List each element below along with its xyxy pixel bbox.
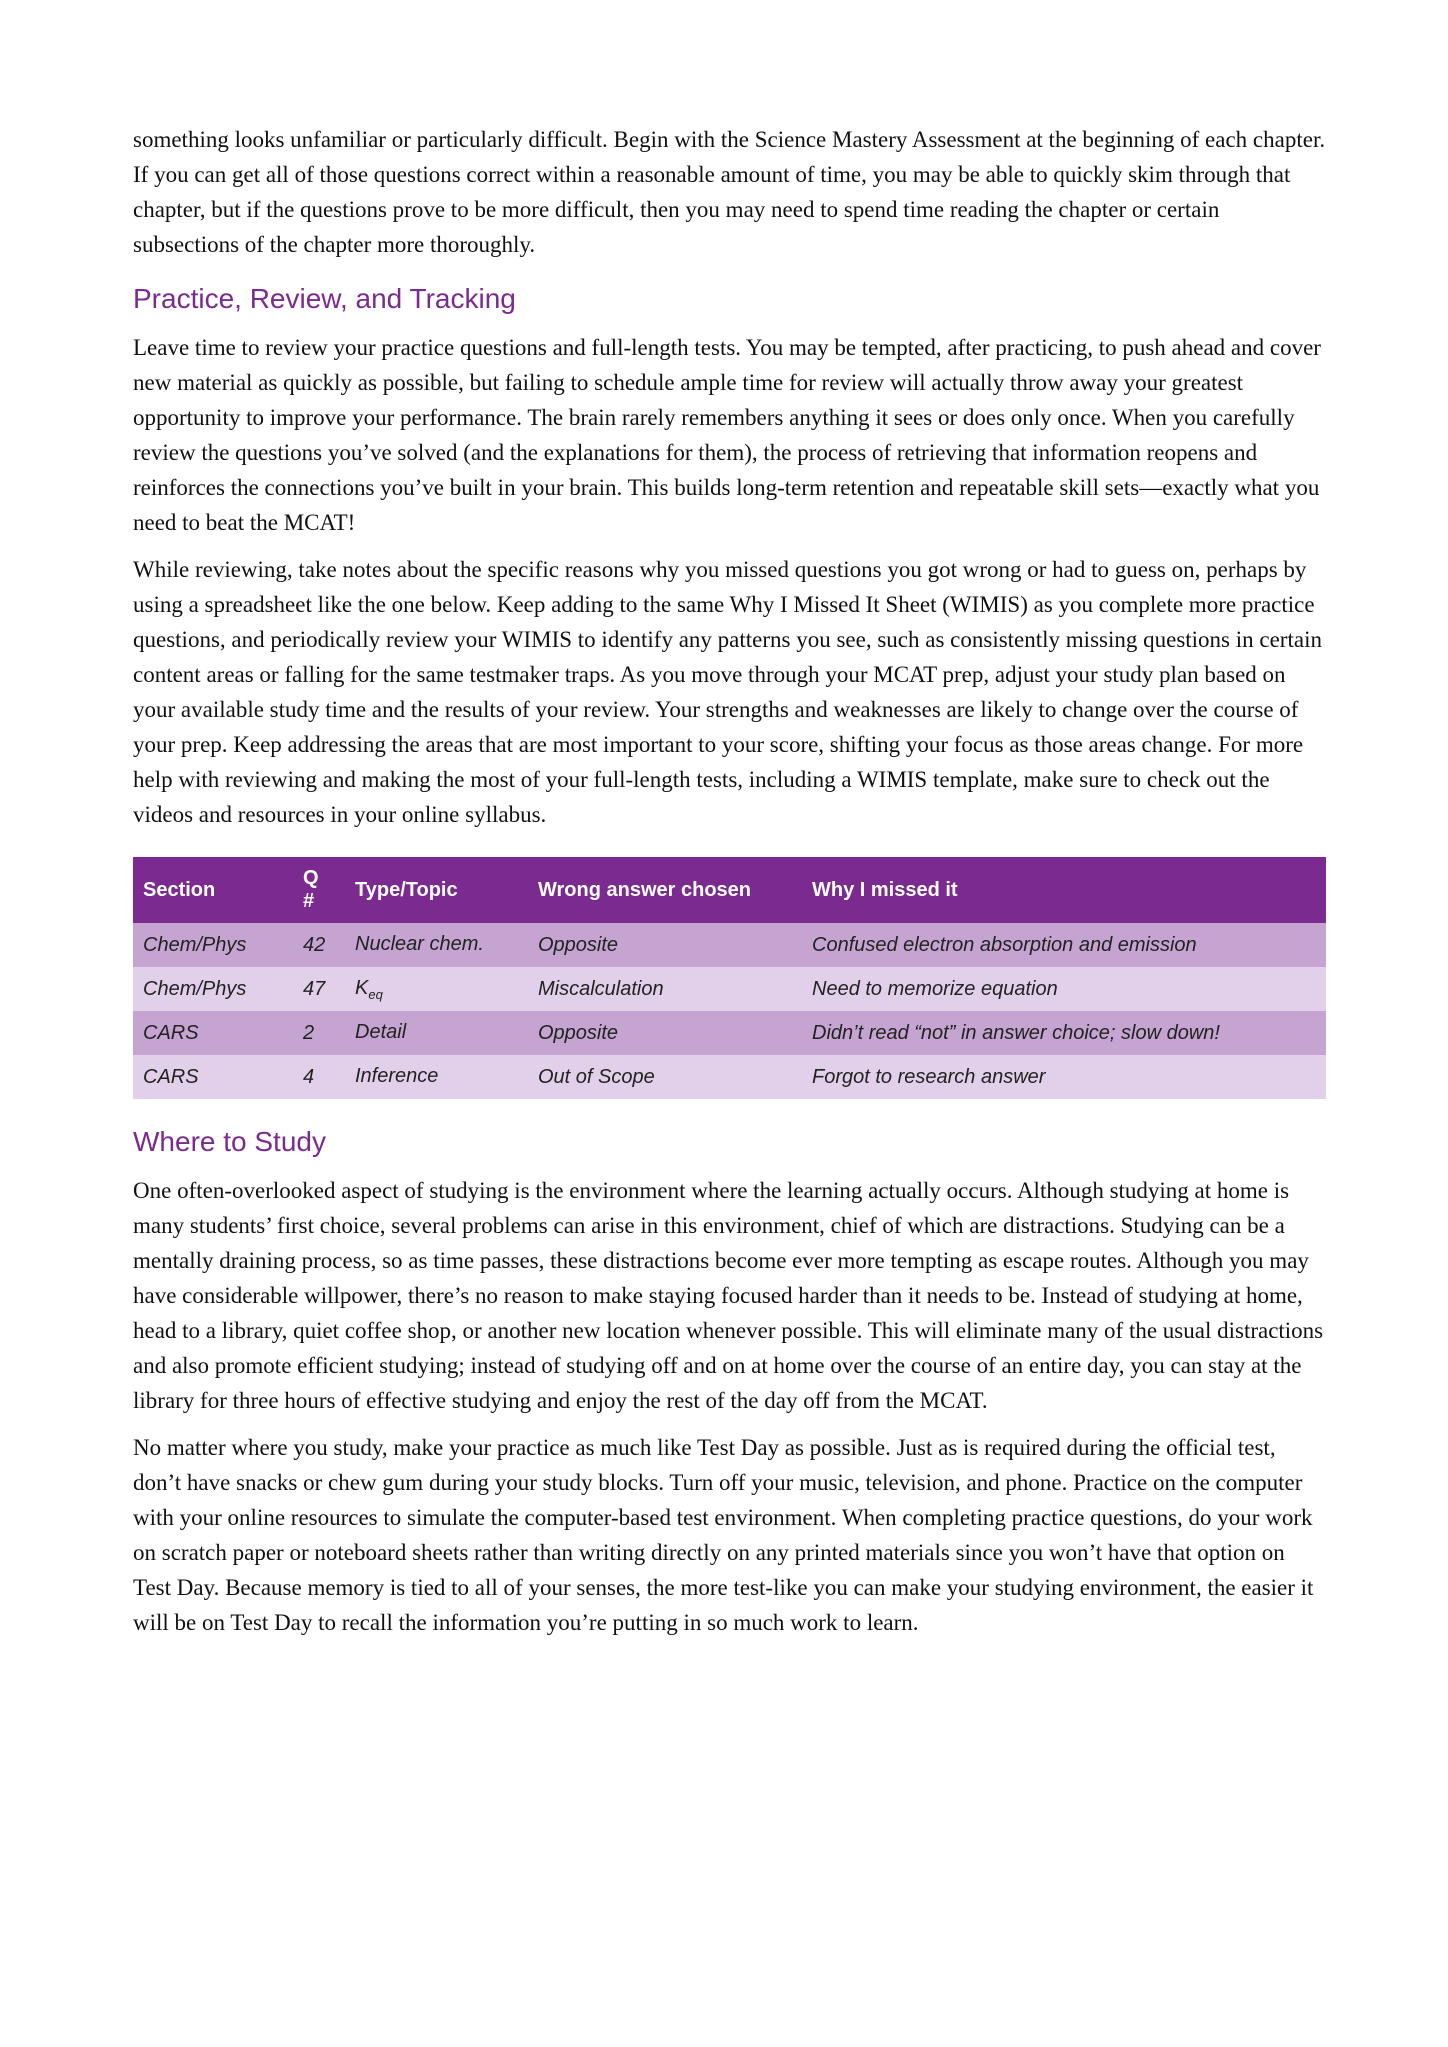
table-row bbox=[133, 1055, 1326, 1099]
column-header-why-missed: Why I missed it bbox=[802, 857, 1326, 923]
where-paragraph-2: No matter where you study, make your practice as much like Test Day as possible. Just as is required during the official test, don’t have snacks or chew gum during your study blocks. Turn off your music, television, and phone. Practice on the computer with your online resources to simulate the computer-based test environment. When completing practice questions, do your work on scratch paper or noteboard sheets rather than writing directly on any printed materials since you won’t have that option on Test Day. Because memory is tied to all of your senses, the more test-like you can make your studying environment, the easier it will be on Test Day to recall the information you’re putting in so much work to learn. bbox=[133, 1435, 1314, 1635]
cell-topic bbox=[345, 967, 528, 1011]
wimis-table bbox=[133, 857, 1326, 1099]
cell-topic bbox=[345, 1055, 528, 1099]
heading-practice-review-tracking: Practice, Review, and Tracking bbox=[133, 283, 516, 314]
column-header-q-number: Q # bbox=[293, 857, 345, 923]
topic-text: Inference bbox=[355, 1064, 439, 1087]
where-paragraph-1: One often-overlooked aspect of studying is the environment where the learning actually occurs. Although studying at home is many students’ first choice, several problems can arise in this environment, chief of which are distractions. Studying can be a mentally draining process, so as time passes, these distractions become ever more tempting as escape routes. Although you may have considerable willpower, there’s no reason to make staying focused harder than it needs to be. Instead of studying at home, head to a library, quiet coffee shop, or another new location whenever possible. This will eliminate many of the usual distractions and also promote efficient studying; instead of studying off and on at home over the course of an entire day, you can stay at the library for three hours of effective studying and enjoy the rest of the day off from the MCAT. bbox=[133, 1178, 1324, 1413]
page-content bbox=[133, 122, 1326, 1652]
table-row bbox=[133, 967, 1326, 1011]
cell-section: CARS bbox=[133, 1055, 293, 1099]
cell-wrong-answer: Out of Scope bbox=[528, 1055, 802, 1099]
intro-paragraph: something looks unfamiliar or particularly difficult. Begin with the Science Mastery Assessment at the beginning of each chapter. If you can get all of those questions correct within a reasonable amount of time, you may be able to quickly skim through that chapter, but if the questions prove to be more difficult, then you may need to spend time reading the chapter or certain subsections of the chapter more thoroughly. bbox=[133, 127, 1326, 257]
cell-q-number: 4 bbox=[293, 1055, 345, 1099]
cell-section: Chem/Phys bbox=[133, 923, 293, 967]
cell-topic bbox=[345, 923, 528, 967]
cell-why-missed: Didn’t read “not” in answer choice; slow down! bbox=[802, 1011, 1326, 1055]
cell-q-number: 47 bbox=[293, 967, 345, 1011]
cell-topic bbox=[345, 1011, 528, 1055]
cell-q-number: 2 bbox=[293, 1011, 345, 1055]
review-paragraph-2: While reviewing, take notes about the specific reasons why you missed questions you got wrong or had to guess on, perhaps by using a spreadsheet like the one below. Keep adding to the same Why I Missed It Sheet (WIMIS) as you complete more practice questions, and periodically review your WIMIS to identify any patterns you see, such as consistently missing questions in certain content areas or falling for the same testmaker traps. As you move through your MCAT prep, adjust your study plan based on your available study time and the results of your review. Your strengths and weaknesses are likely to change over the course of your prep. Keep addressing the areas that are most important to your score, shifting your focus as those areas change. For more help with reviewing and making the most of your full-length tests, including a WIMIS template, make sure to check out the videos and resources in your online syllabus. bbox=[133, 557, 1322, 827]
cell-q-number: 42 bbox=[293, 923, 345, 967]
cell-why-missed: Forgot to research answer bbox=[802, 1055, 1326, 1099]
cell-why-missed: Confused electron absorption and emission bbox=[802, 923, 1326, 967]
topic-text: K bbox=[355, 976, 369, 999]
cell-wrong-answer: Miscalculation bbox=[528, 967, 802, 1011]
cell-why-missed: Need to memorize equation bbox=[802, 967, 1326, 1011]
cell-section: Chem/Phys bbox=[133, 967, 293, 1011]
column-header-type-topic: Type/Topic bbox=[345, 857, 528, 923]
cell-wrong-answer: Opposite bbox=[528, 923, 802, 967]
cell-wrong-answer: Opposite bbox=[528, 1011, 802, 1055]
topic-text: Nuclear chem. bbox=[355, 932, 484, 955]
table-row bbox=[133, 923, 1326, 967]
table-header-row bbox=[133, 857, 1326, 923]
review-paragraph-1: Leave time to review your practice questions and full-length tests. You may be tempted, after practicing, to push ahead and cover new material as quickly as possible, but failing to schedule ample time for review will actually throw away your greatest opportunity to improve your performance. The brain rarely remembers anything it sees or does only once. When you carefully review the questions you’ve solved (and the explanations for them), the process of retrieving that information reopens and reinforces the connections you’ve built in your brain. This builds long-term retention and repeatable skill sets—exactly what you need to beat the MCAT! bbox=[133, 335, 1321, 535]
column-header-wrong-answer: Wrong answer chosen bbox=[528, 857, 802, 923]
topic-text: Detail bbox=[355, 1020, 407, 1043]
column-header-section: Section bbox=[133, 857, 293, 923]
table-row bbox=[133, 1011, 1326, 1055]
topic-subscript: eq bbox=[368, 986, 383, 1002]
heading-where-to-study: Where to Study bbox=[133, 1126, 326, 1157]
cell-section: CARS bbox=[133, 1011, 293, 1055]
